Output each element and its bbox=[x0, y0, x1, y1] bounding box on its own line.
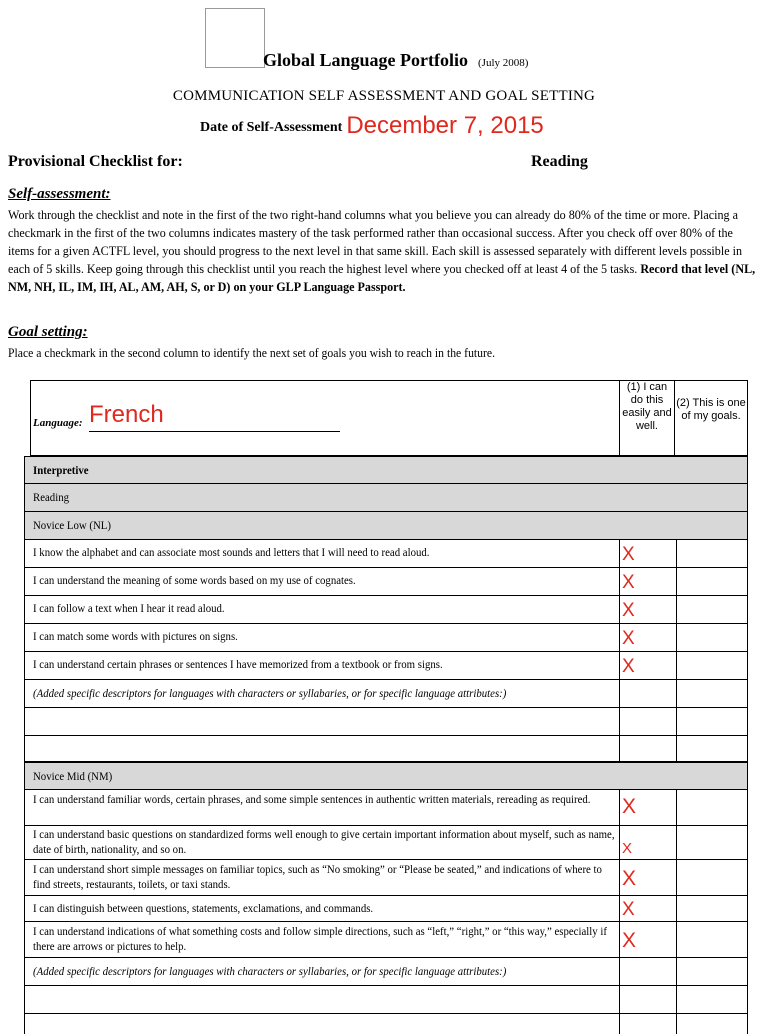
table-row bbox=[24, 736, 748, 762]
table-row: (Added specific descriptors for languages with characters or syllabaries, or for specific language attributes:) bbox=[24, 680, 748, 708]
check-mark: X bbox=[622, 572, 635, 593]
table-row: I can understand familiar words, certain phrases, and some simple sentences in authentic written materials, rereading as required. X bbox=[24, 790, 748, 826]
level-novice-mid: Novice Mid (NM) bbox=[24, 762, 748, 790]
can-do-cell[interactable] bbox=[619, 958, 677, 985]
can-do-cell[interactable] bbox=[619, 896, 677, 921]
table-row: I can match some words with pictures on signs. X bbox=[24, 624, 748, 652]
table-row bbox=[24, 708, 748, 736]
can-do-cell[interactable] bbox=[619, 736, 677, 761]
self-assessment-heading: Self-assessment: bbox=[8, 186, 111, 202]
can-do-cell[interactable] bbox=[619, 986, 677, 1013]
check-mark: X bbox=[622, 600, 635, 621]
table-row: (Added specific descriptors for languages with characters or syllabaries, or for specific language attributes:) bbox=[24, 958, 748, 986]
check-mark: X bbox=[622, 544, 635, 565]
column-1-header: (1) I can do this easily and well. bbox=[620, 381, 675, 455]
title-date: (July 2008) bbox=[478, 57, 529, 69]
table-row: I can understand indications of what something costs and follow simple directions, such as “left,” “right,” or “this way,” especially if there are arrows or pictures to help. X bbox=[24, 922, 748, 958]
language-value[interactable]: French bbox=[89, 401, 340, 432]
page-subtitle: COMMUNICATION SELF ASSESSMENT AND GOAL SETTING bbox=[172, 88, 596, 104]
table-row: I can follow a text when I hear it read aloud. X bbox=[24, 596, 748, 624]
table-row: I can understand basic questions on standardized forms well enough to give certain important information about myself, such as name, date of birth, nationality, and so on. X bbox=[24, 826, 748, 860]
table-row: I can distinguish between questions, statements, exclamations, and commands. X bbox=[24, 896, 748, 922]
check-mark: X bbox=[622, 656, 635, 677]
can-do-cell[interactable] bbox=[619, 624, 677, 651]
can-do-cell[interactable] bbox=[619, 826, 677, 859]
table-row bbox=[24, 1014, 748, 1034]
table-row bbox=[24, 986, 748, 1014]
language-label: Language: bbox=[33, 417, 83, 429]
check-mark: X bbox=[622, 795, 637, 818]
logo-placeholder bbox=[205, 8, 265, 68]
check-mark: X bbox=[622, 929, 637, 952]
can-do-cell[interactable] bbox=[619, 652, 677, 679]
page-title: Global Language Portfolio (July 2008) bbox=[263, 50, 529, 70]
skill-label: Reading bbox=[531, 153, 588, 170]
can-do-cell[interactable] bbox=[619, 680, 677, 707]
can-do-cell[interactable] bbox=[619, 922, 677, 957]
check-mark: X bbox=[622, 840, 633, 857]
can-do-cell[interactable] bbox=[619, 860, 677, 895]
goal-setting-heading: Goal setting: bbox=[8, 324, 88, 340]
can-do-cell[interactable] bbox=[619, 568, 677, 595]
table-row: I know the alphabet and can associate most sounds and letters that I will need to read aloud. X bbox=[24, 540, 748, 568]
check-mark: X bbox=[622, 867, 637, 890]
table-row: I can understand certain phrases or sentences I have memorized from a textbook or from signs. X bbox=[24, 652, 748, 680]
check-mark: X bbox=[622, 899, 635, 920]
can-do-cell[interactable] bbox=[619, 540, 677, 567]
table-row: I can understand the meaning of some words based on my use of cognates. X bbox=[24, 568, 748, 596]
self-assessment-bold: Record that level (NL, NM, NH, IL, IM, IH, AL, AM, AH, S, or D) on your GLP Language Passport. bbox=[8, 261, 756, 294]
section-interpretive: Interpretive bbox=[24, 456, 748, 484]
table-row: I can understand short simple messages on familiar topics, such as “No smoking” or “Please be seated,” and indications of where to find streets, restaurants, toilets, or taxi stands. X bbox=[24, 860, 748, 896]
date-label: Date of Self-Assessment bbox=[200, 120, 343, 135]
self-assessment-body: Work through the checklist and note in the first of the two right-hand columns what you believe you can already do 80% of the time or more. Placing a checkmark in the first of the two columns indicates mastery of the task performed rather than occasional success. After you check off over 80% of the items for a given ACTFL level, you should progress to the next level in that same skill. Each skill is assessed separately with different levels possible in each of 5 skills. Keep going through this checklist until you reach the highest level where you checked off at least 4 of the 5 tasks. Record that level (NL, NM, NH, IL, IM, IH, AL, AM, AH, S, or D) on your GLP Language Passport. bbox=[8, 207, 756, 294]
language-cell bbox=[31, 381, 620, 455]
can-do-cell[interactable] bbox=[619, 708, 677, 735]
goal-setting-body: Place a checkmark in the second column to identify the next set of goals you wish to reach in the future. bbox=[8, 345, 496, 360]
column-2-header: (2) This is one of my goals. bbox=[676, 397, 746, 422]
language-row bbox=[30, 380, 748, 456]
can-do-cell[interactable] bbox=[619, 1014, 677, 1034]
checklist-label: Provisional Checklist for: bbox=[8, 153, 183, 170]
section-reading: Reading bbox=[24, 484, 748, 512]
date-row bbox=[200, 112, 544, 140]
can-do-cell[interactable] bbox=[619, 596, 677, 623]
level-novice-low: Novice Low (NL) bbox=[24, 512, 748, 540]
check-mark: X bbox=[622, 628, 635, 649]
date-value[interactable]: December 7, 2015 bbox=[346, 112, 544, 139]
can-do-cell[interactable] bbox=[619, 790, 677, 825]
